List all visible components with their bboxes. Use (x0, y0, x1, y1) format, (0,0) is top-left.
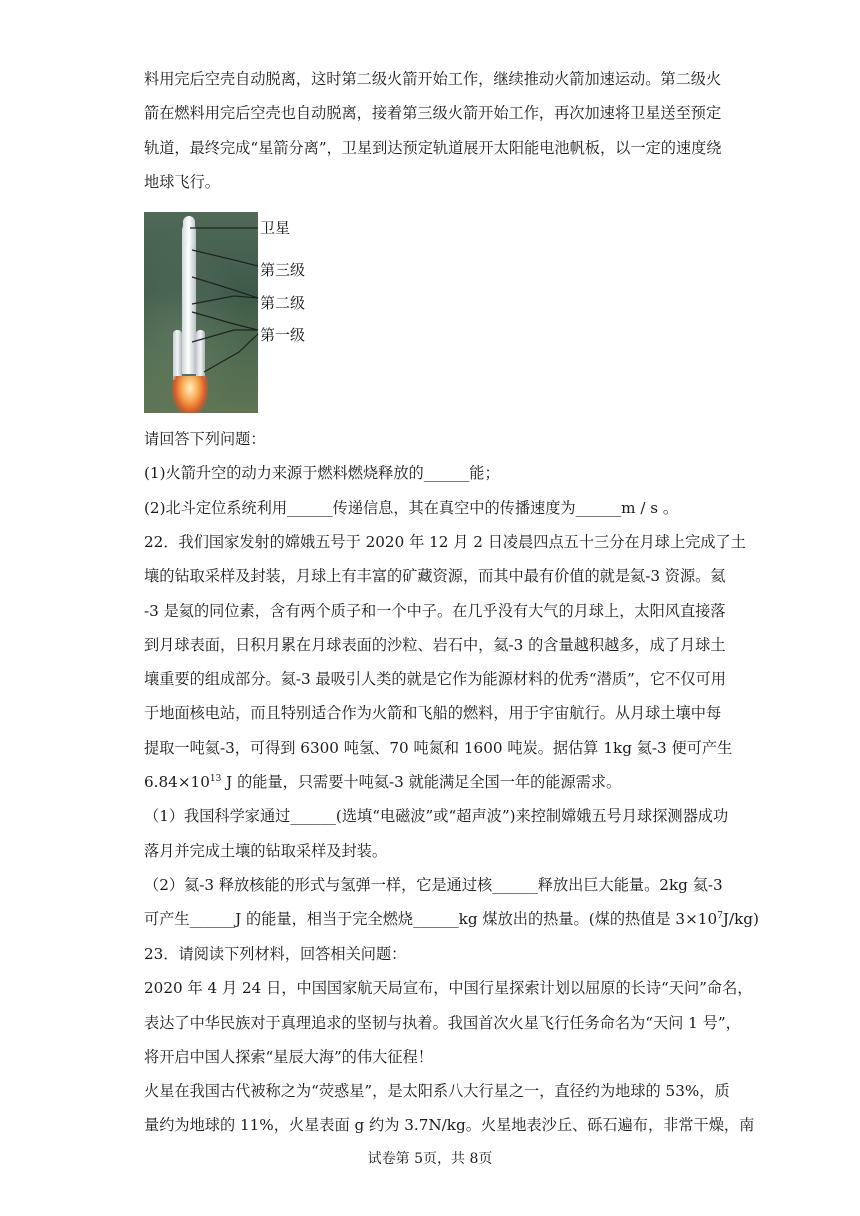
q21-questions (144, 422, 724, 525)
text-line: 23．请阅读下列材料，回答相关问题： (144, 945, 407, 963)
text-line: 壤的钻取采样及封装，月球上有丰富的矿藏资源，而其中最有价值的就是氦-3 资源。氦 (144, 567, 726, 586)
q22-sub1-line: 落月并完成土壤的钻取采样及封装。 (144, 841, 387, 860)
label-satellite: 卫星 (260, 219, 291, 237)
q21-item-2: (2)北斗定位系统利用______传递信息，其在真空中的传播速度为______m / s 。 (144, 498, 679, 517)
label-third-stage: 第三级 (260, 261, 306, 279)
text-line: 火星在我国古代被称之为“荧惑星”，是太阳系八大行星之一，直径约为地球的 53%，质 (144, 1082, 730, 1101)
text-line: 壤重要的组成部分。氦-3 最吸引人类的就是它作为能源材料的优秀“潜质”，它不仅可用 (144, 670, 726, 689)
text-line: 将开启中国人探索“星辰大海”的伟大征程！ (144, 1047, 433, 1066)
page-footer: 试卷第 5页，共 8页 (367, 1151, 493, 1167)
energy-line: $6.84\times 10^{13}$ J 的能量，只需要十吨氦-3 就能满足全国一年的能源需求。 (144, 773, 622, 792)
text-line: 料用完后空壳自动脱离，这时第二级火箭开始工作，继续推动火箭加速运动。第二级火 (144, 70, 722, 88)
label-first-stage: 第一级 (260, 326, 306, 344)
text-line: 地球飞行。 (144, 172, 220, 191)
text-line: -3 是氦的同位素，含有两个质子和一个中子。在几乎没有大气的月球上，太阳风直接落 (144, 601, 726, 620)
text-line: 箭在燃料用完后空壳也自动脱离，接着第三级火箭开始工作，再次加速将卫星送至预定 (144, 104, 722, 123)
text-line: 于地面核电站，而且特别适合作为火箭和飞船的燃料，用于宇宙航行。从月球土壤中每 (144, 704, 722, 723)
q22-paragraph (144, 525, 759, 937)
text-line: 到月球表面，日积月累在月球表面的沙粒、岩石中，氦-3 的含量越积越多，成了月球土 (144, 635, 726, 654)
q23-paragraph (144, 937, 755, 1143)
q22-sub1-line: （1）我国科学家通过______(选填“电磁波”或“超声波”)来控制嫦娥五号月球探测器成功 (144, 807, 729, 826)
text-line: 量约为地球的 11%，火星表面 g 约为 3.7N/kg。火星地表沙丘、砾石遍布，非常干燥，南 (144, 1116, 755, 1135)
q22-sub2-line: 可产生______J 的能量，相当于完全燃烧______kg 煤放出的热量。(煤的热值是 $3\times 10^7J/kg$) (144, 910, 759, 929)
text-line: 提取一吨氦-3，可得到 6300 吨氢、70 吨氮和 1600 吨炭。据估算 1kg 氦-3 便可产生 (144, 738, 733, 757)
text-line: 表达了中华民族对于真理追求的坚韧与执着。我国首次火星飞行任务命名为“天问 1 号”， (144, 1013, 741, 1032)
text-line: 22．我们国家发射的嫦娥五号于 2020 年 12 月 2 日凌晨四点五十三分在月球上完成了土 (144, 533, 746, 551)
q21-prompt: 请回答下列问题： (144, 430, 266, 448)
rocket-figure (144, 212, 316, 413)
q22-sub2-line: （2）氦-3 释放核能的形式与氢弹一样，它是通过核______释放出巨大能量。2kg 氦-3 (144, 875, 723, 894)
text-line: 轨道，最终完成“星箭分离”，卫星到达预定轨道展开太阳能电池帆板，以一定的速度绕 (144, 138, 722, 157)
text-line: 2020 年 4 月 24 日，中国国家航天局宣布，中国行星探索计划以屈原的长诗“天问”命名， (144, 979, 753, 998)
q21-item-1: (1)火箭升空的动力来源于燃料燃烧释放的______能； (144, 464, 500, 483)
label-second-stage: 第二级 (260, 294, 306, 312)
intro-paragraph (144, 62, 724, 199)
